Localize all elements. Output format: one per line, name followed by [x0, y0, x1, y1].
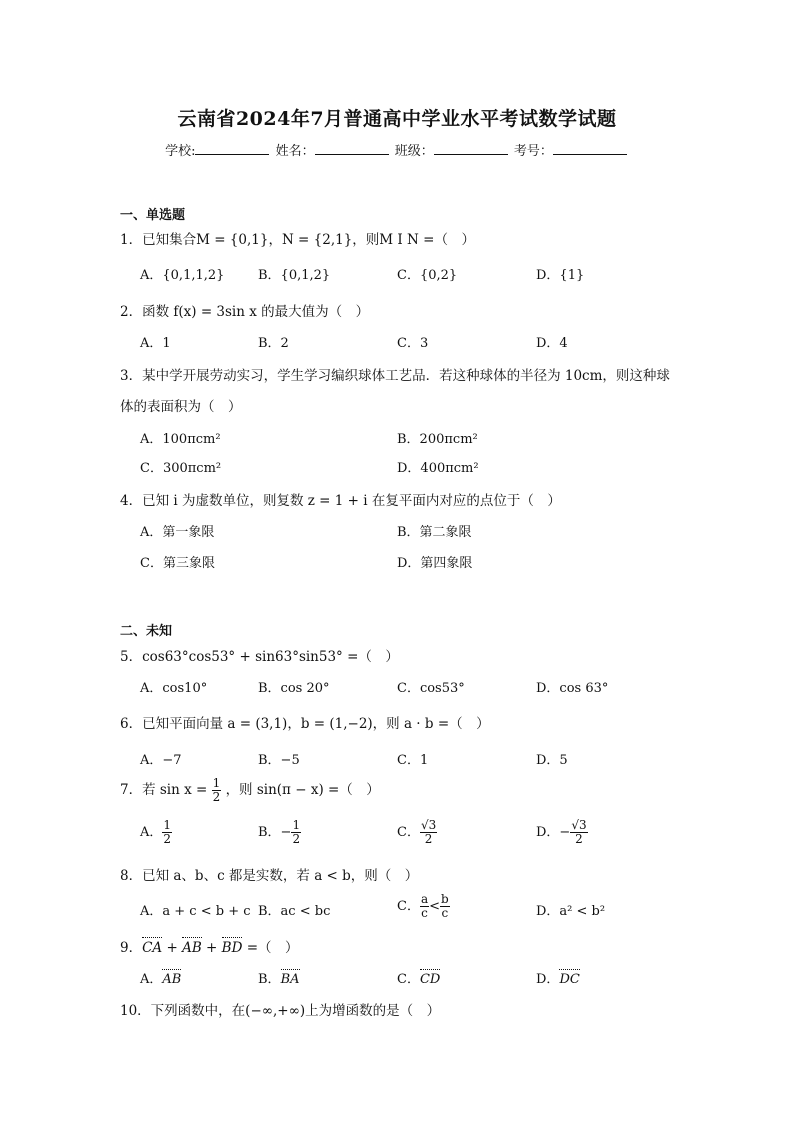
class-label: 班级： [394, 144, 434, 159]
denominator: 2 [575, 832, 583, 846]
school-label: 学校: [165, 144, 196, 159]
question-9-option-c [397, 968, 440, 987]
vector: CD [419, 972, 441, 987]
question-5-option-d: D．cos 63° [536, 681, 609, 696]
question-5-option-b: B．cos 20° [258, 681, 330, 696]
numerator: 1 [292, 818, 301, 832]
option-label: C． [397, 825, 420, 840]
question-8-text: 8．已知 a、b、c 都是实数，若 a < b，则（ ） [120, 868, 419, 884]
question-3-option-a: A．100πcm² [140, 432, 221, 447]
option-label: C． [397, 899, 420, 914]
question-number: 9． [120, 940, 143, 956]
question-2-text: 2．函数 f(x) = 3sin x 的最大值为（ ） [120, 304, 370, 320]
denominator: 2 [292, 832, 301, 846]
question-9-text [120, 936, 299, 956]
question-8-option-a: A．a + c < b + c [140, 904, 251, 919]
question-3-option-b: B．200πcm² [397, 432, 478, 447]
question-4-option-b: B．第二象限 [397, 525, 472, 540]
question-3-option-d: D．400πcm² [397, 461, 479, 476]
question-7-pre: 7．若 sin x = [120, 782, 208, 798]
option-label: D．− [536, 825, 571, 840]
question-6-option-b: B．−5 [258, 753, 300, 768]
question-10-text: 10．下列函数中，在(−∞,+∞)上为增函数的是（ ） [120, 1003, 441, 1019]
vector: AB [162, 972, 182, 987]
question-4-text: 4．已知 i 为虚数单位，则复数 z = 1 + i 在复平面内对应的点位于（ ） [120, 493, 561, 509]
fraction [440, 893, 450, 920]
class-blank[interactable] [434, 142, 508, 155]
question-6-option-a: A．−7 [140, 753, 182, 768]
numerator: √3 [420, 818, 437, 832]
question-7-fraction [212, 777, 222, 804]
question-4-option-d: D．第四象限 [397, 556, 473, 571]
vector-bd: BD [221, 940, 243, 956]
question-7-denominator: 2 [212, 790, 221, 804]
question-1-option-b: B．{0,1,2} [258, 268, 331, 283]
fraction [162, 819, 172, 846]
option-label: A． [140, 972, 163, 987]
question-5-option-a: A．cos10° [140, 681, 208, 696]
question-9-option-a [140, 968, 181, 987]
question-7-text [120, 777, 380, 804]
plus: + [201, 940, 222, 956]
question-6-option-c: C．1 [397, 753, 429, 768]
question-9-option-d [536, 968, 580, 987]
denominator: c [441, 906, 449, 920]
question-1-option-a: A．{0,1,1,2} [140, 268, 225, 283]
question-7-post: ，则 sin(π − x) =（ ） [225, 782, 380, 798]
fraction [420, 819, 437, 846]
question-1-text: 1．已知集合M = {0,1}，N = {2,1}，则M I N =（ ） [120, 232, 475, 248]
numerator: a [420, 892, 429, 906]
question-9-option-b [258, 968, 300, 987]
school-blank[interactable] [195, 142, 269, 155]
student-info-line [0, 140, 794, 159]
option-label: B．− [258, 825, 292, 840]
section-heading-single-choice: 一、单选题 [120, 208, 186, 223]
question-6-option-d: D．5 [536, 753, 568, 768]
denominator: 2 [163, 832, 172, 846]
number-label: 考号： [513, 144, 553, 159]
numerator: b [441, 892, 449, 906]
question-7-option-d [536, 819, 588, 846]
number-blank[interactable] [553, 142, 627, 155]
option-label: B． [258, 972, 281, 987]
denominator: 2 [424, 832, 433, 846]
fraction [420, 893, 429, 920]
question-tail: =（ ） [242, 940, 299, 956]
question-6-text: 6．已知平面向量 a = (3,1)，b = (1,−2)，则 a · b =（ ） [120, 716, 490, 732]
question-3-text-line-1: 3．某中学开展劳动实习，学生学习编织球体工艺品．若这种球体的半径为 10cm，则这种球 [120, 368, 670, 384]
page-title: 云南省2024年7月普通高中学业水平考试数学试题 [177, 108, 617, 130]
question-5-option-c: C．cos53° [397, 681, 465, 696]
vector: BA [280, 972, 300, 987]
question-8-option-c [397, 893, 450, 920]
vector-ca: CA [142, 940, 163, 956]
numerator: 1 [163, 818, 172, 832]
fraction [570, 819, 587, 846]
question-7-option-b [258, 819, 301, 846]
question-5-text: 5．cos63°cos53° + sin63°sin53° =（ ） [120, 649, 399, 665]
denominator: c [421, 906, 428, 920]
question-7-option-a [140, 819, 172, 846]
question-1-option-d: D．{1} [536, 268, 585, 283]
question-3-text-line-2: 体的表面积为（ ） [120, 399, 242, 415]
question-2-option-b: B．2 [258, 336, 289, 351]
vector: DC [559, 972, 580, 987]
question-3-option-c: C．300πcm² [140, 461, 222, 476]
option-label: A． [140, 825, 163, 840]
option-label: D． [536, 972, 560, 987]
option-label: C． [397, 972, 420, 987]
question-7-numerator: 1 [212, 776, 221, 790]
question-8-option-b: B．ac < bc [258, 904, 331, 919]
question-7-option-c [397, 819, 437, 846]
less-than: < [429, 899, 441, 914]
question-4-option-a: A．第一象限 [140, 525, 215, 540]
section-heading-unknown: 二、未知 [120, 624, 173, 639]
question-1-option-c: C．{0,2} [397, 268, 458, 283]
vector-ab: AB [182, 940, 202, 956]
name-blank[interactable] [315, 142, 389, 155]
numerator: √3 [571, 818, 587, 832]
question-2-option-c: C．3 [397, 336, 429, 351]
question-4-option-c: C．第三象限 [140, 556, 215, 571]
question-2-option-a: A．1 [140, 336, 171, 351]
fraction [291, 819, 301, 846]
plus: + [162, 940, 183, 956]
name-label: 姓名： [275, 144, 315, 159]
question-8-option-d: D．a² < b² [536, 904, 606, 919]
question-2-option-d: D．4 [536, 336, 568, 351]
